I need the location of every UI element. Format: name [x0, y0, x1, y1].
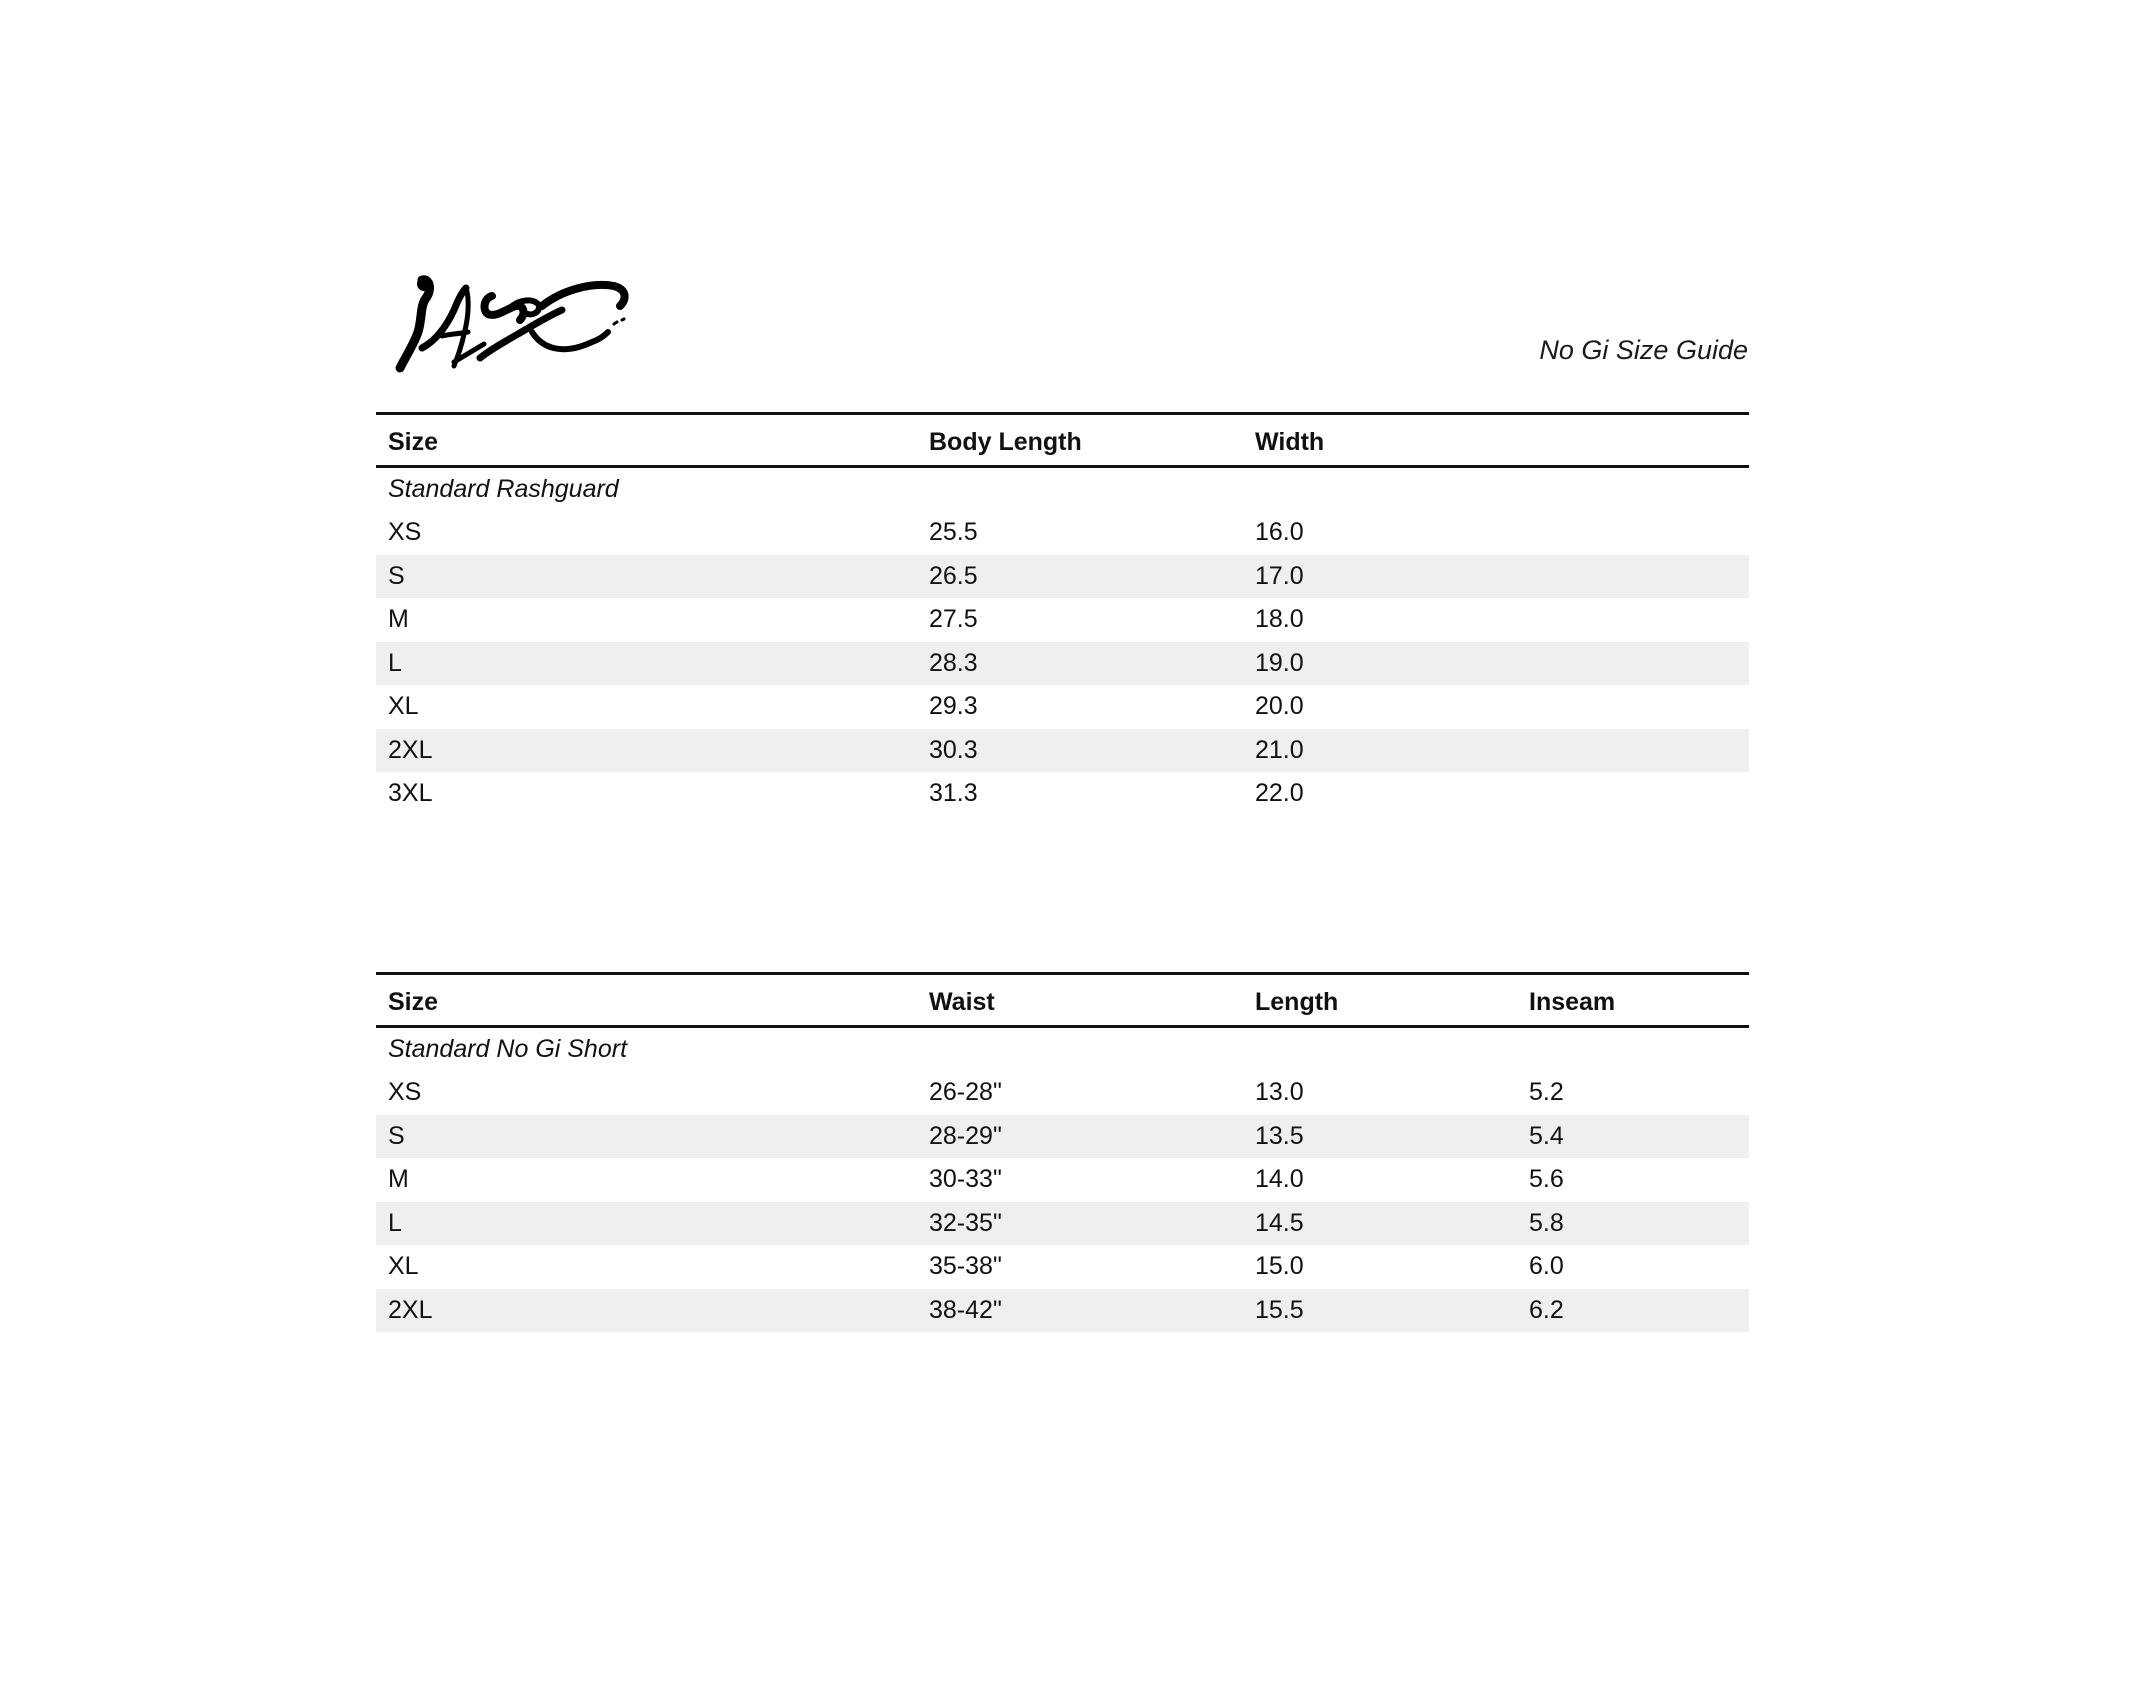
table-row	[376, 642, 1749, 686]
body-length-cell: 31.3	[929, 779, 978, 808]
shorts-size-table	[376, 972, 1749, 1332]
table-row	[376, 772, 1749, 816]
inseam-cell: 5.4	[1529, 1121, 1564, 1150]
table-row	[376, 685, 1749, 729]
table-row	[376, 1202, 1749, 1246]
waist-cell: 26-28"	[929, 1078, 1002, 1107]
width-cell: 21.0	[1255, 735, 1304, 764]
table-header-row	[376, 974, 1749, 1027]
waist-cell: 35-38"	[929, 1252, 1002, 1281]
category-label: Standard Rashguard	[388, 474, 619, 503]
size-cell: S	[388, 561, 405, 590]
size-cell: L	[388, 648, 402, 677]
table-header-row	[376, 414, 1749, 467]
column-header-width: Width	[1255, 428, 1325, 457]
column-header-body-length: Body Length	[929, 428, 1082, 457]
empty-cell	[1517, 772, 1749, 816]
column-header-waist: Waist	[929, 988, 995, 1017]
body-length-cell: 29.3	[929, 692, 978, 721]
waist-cell: 30-33"	[929, 1165, 1002, 1194]
empty-cell	[1517, 729, 1749, 773]
category-row	[376, 1026, 1749, 1071]
table-row	[376, 555, 1749, 599]
table-row	[376, 1289, 1749, 1333]
category-row	[376, 466, 1749, 511]
document-title: No Gi Size Guide	[1539, 335, 1748, 365]
inseam-cell: 6.2	[1529, 1295, 1564, 1324]
empty-cell	[1517, 685, 1749, 729]
size-cell: M	[388, 1165, 409, 1194]
body-length-cell: 28.3	[929, 648, 978, 677]
size-cell: XL	[388, 1252, 419, 1281]
length-cell: 15.0	[1255, 1252, 1304, 1281]
signature-logo-icon	[392, 270, 642, 380]
column-header-inseam: Inseam	[1529, 988, 1616, 1017]
table-row	[376, 1245, 1749, 1289]
length-cell: 13.0	[1255, 1078, 1304, 1107]
length-cell: 13.5	[1255, 1121, 1304, 1150]
table-row	[376, 598, 1749, 642]
column-header-size: Size	[388, 428, 439, 457]
size-cell: M	[388, 605, 409, 634]
inseam-cell: 5.2	[1529, 1078, 1564, 1107]
empty-cell	[1517, 511, 1749, 555]
body-length-cell: 25.5	[929, 518, 978, 547]
body-length-cell: 26.5	[929, 561, 978, 590]
body-length-cell: 27.5	[929, 605, 978, 634]
size-cell: S	[388, 1121, 405, 1150]
waist-cell: 32-35"	[929, 1208, 1002, 1237]
size-cell: XS	[388, 1078, 422, 1107]
inseam-cell: 5.8	[1529, 1208, 1564, 1237]
width-cell: 18.0	[1255, 605, 1304, 634]
width-cell: 20.0	[1255, 692, 1304, 721]
empty-cell	[1517, 598, 1749, 642]
width-cell: 19.0	[1255, 648, 1304, 677]
table-row	[376, 1158, 1749, 1202]
waist-cell: 28-29"	[929, 1121, 1002, 1150]
table-row	[376, 1071, 1749, 1115]
category-label: Standard No Gi Short	[388, 1034, 628, 1063]
table-row	[376, 511, 1749, 555]
size-cell: 2XL	[388, 735, 433, 764]
empty-cell	[1517, 642, 1749, 686]
body-length-cell: 30.3	[929, 735, 978, 764]
size-cell: 2XL	[388, 1295, 433, 1324]
inseam-cell: 5.6	[1529, 1165, 1564, 1194]
width-cell: 16.0	[1255, 518, 1304, 547]
table-row	[376, 1115, 1749, 1159]
size-cell: L	[388, 1208, 402, 1237]
waist-cell: 38-42"	[929, 1295, 1002, 1324]
column-header-length: Length	[1255, 988, 1339, 1017]
inseam-cell: 6.0	[1529, 1252, 1564, 1281]
brand-logo	[392, 270, 642, 380]
length-cell: 14.5	[1255, 1208, 1304, 1237]
size-cell: XL	[388, 692, 419, 721]
empty-cell	[1517, 555, 1749, 599]
width-cell: 17.0	[1255, 561, 1304, 590]
size-cell: XS	[388, 518, 422, 547]
column-header-empty	[1517, 414, 1749, 467]
length-cell: 14.0	[1255, 1165, 1304, 1194]
table-row	[376, 729, 1749, 773]
length-cell: 15.5	[1255, 1295, 1304, 1324]
column-header-size: Size	[388, 988, 439, 1017]
rashguard-size-table	[376, 412, 1749, 816]
width-cell: 22.0	[1255, 779, 1304, 808]
size-cell: 3XL	[388, 779, 433, 808]
